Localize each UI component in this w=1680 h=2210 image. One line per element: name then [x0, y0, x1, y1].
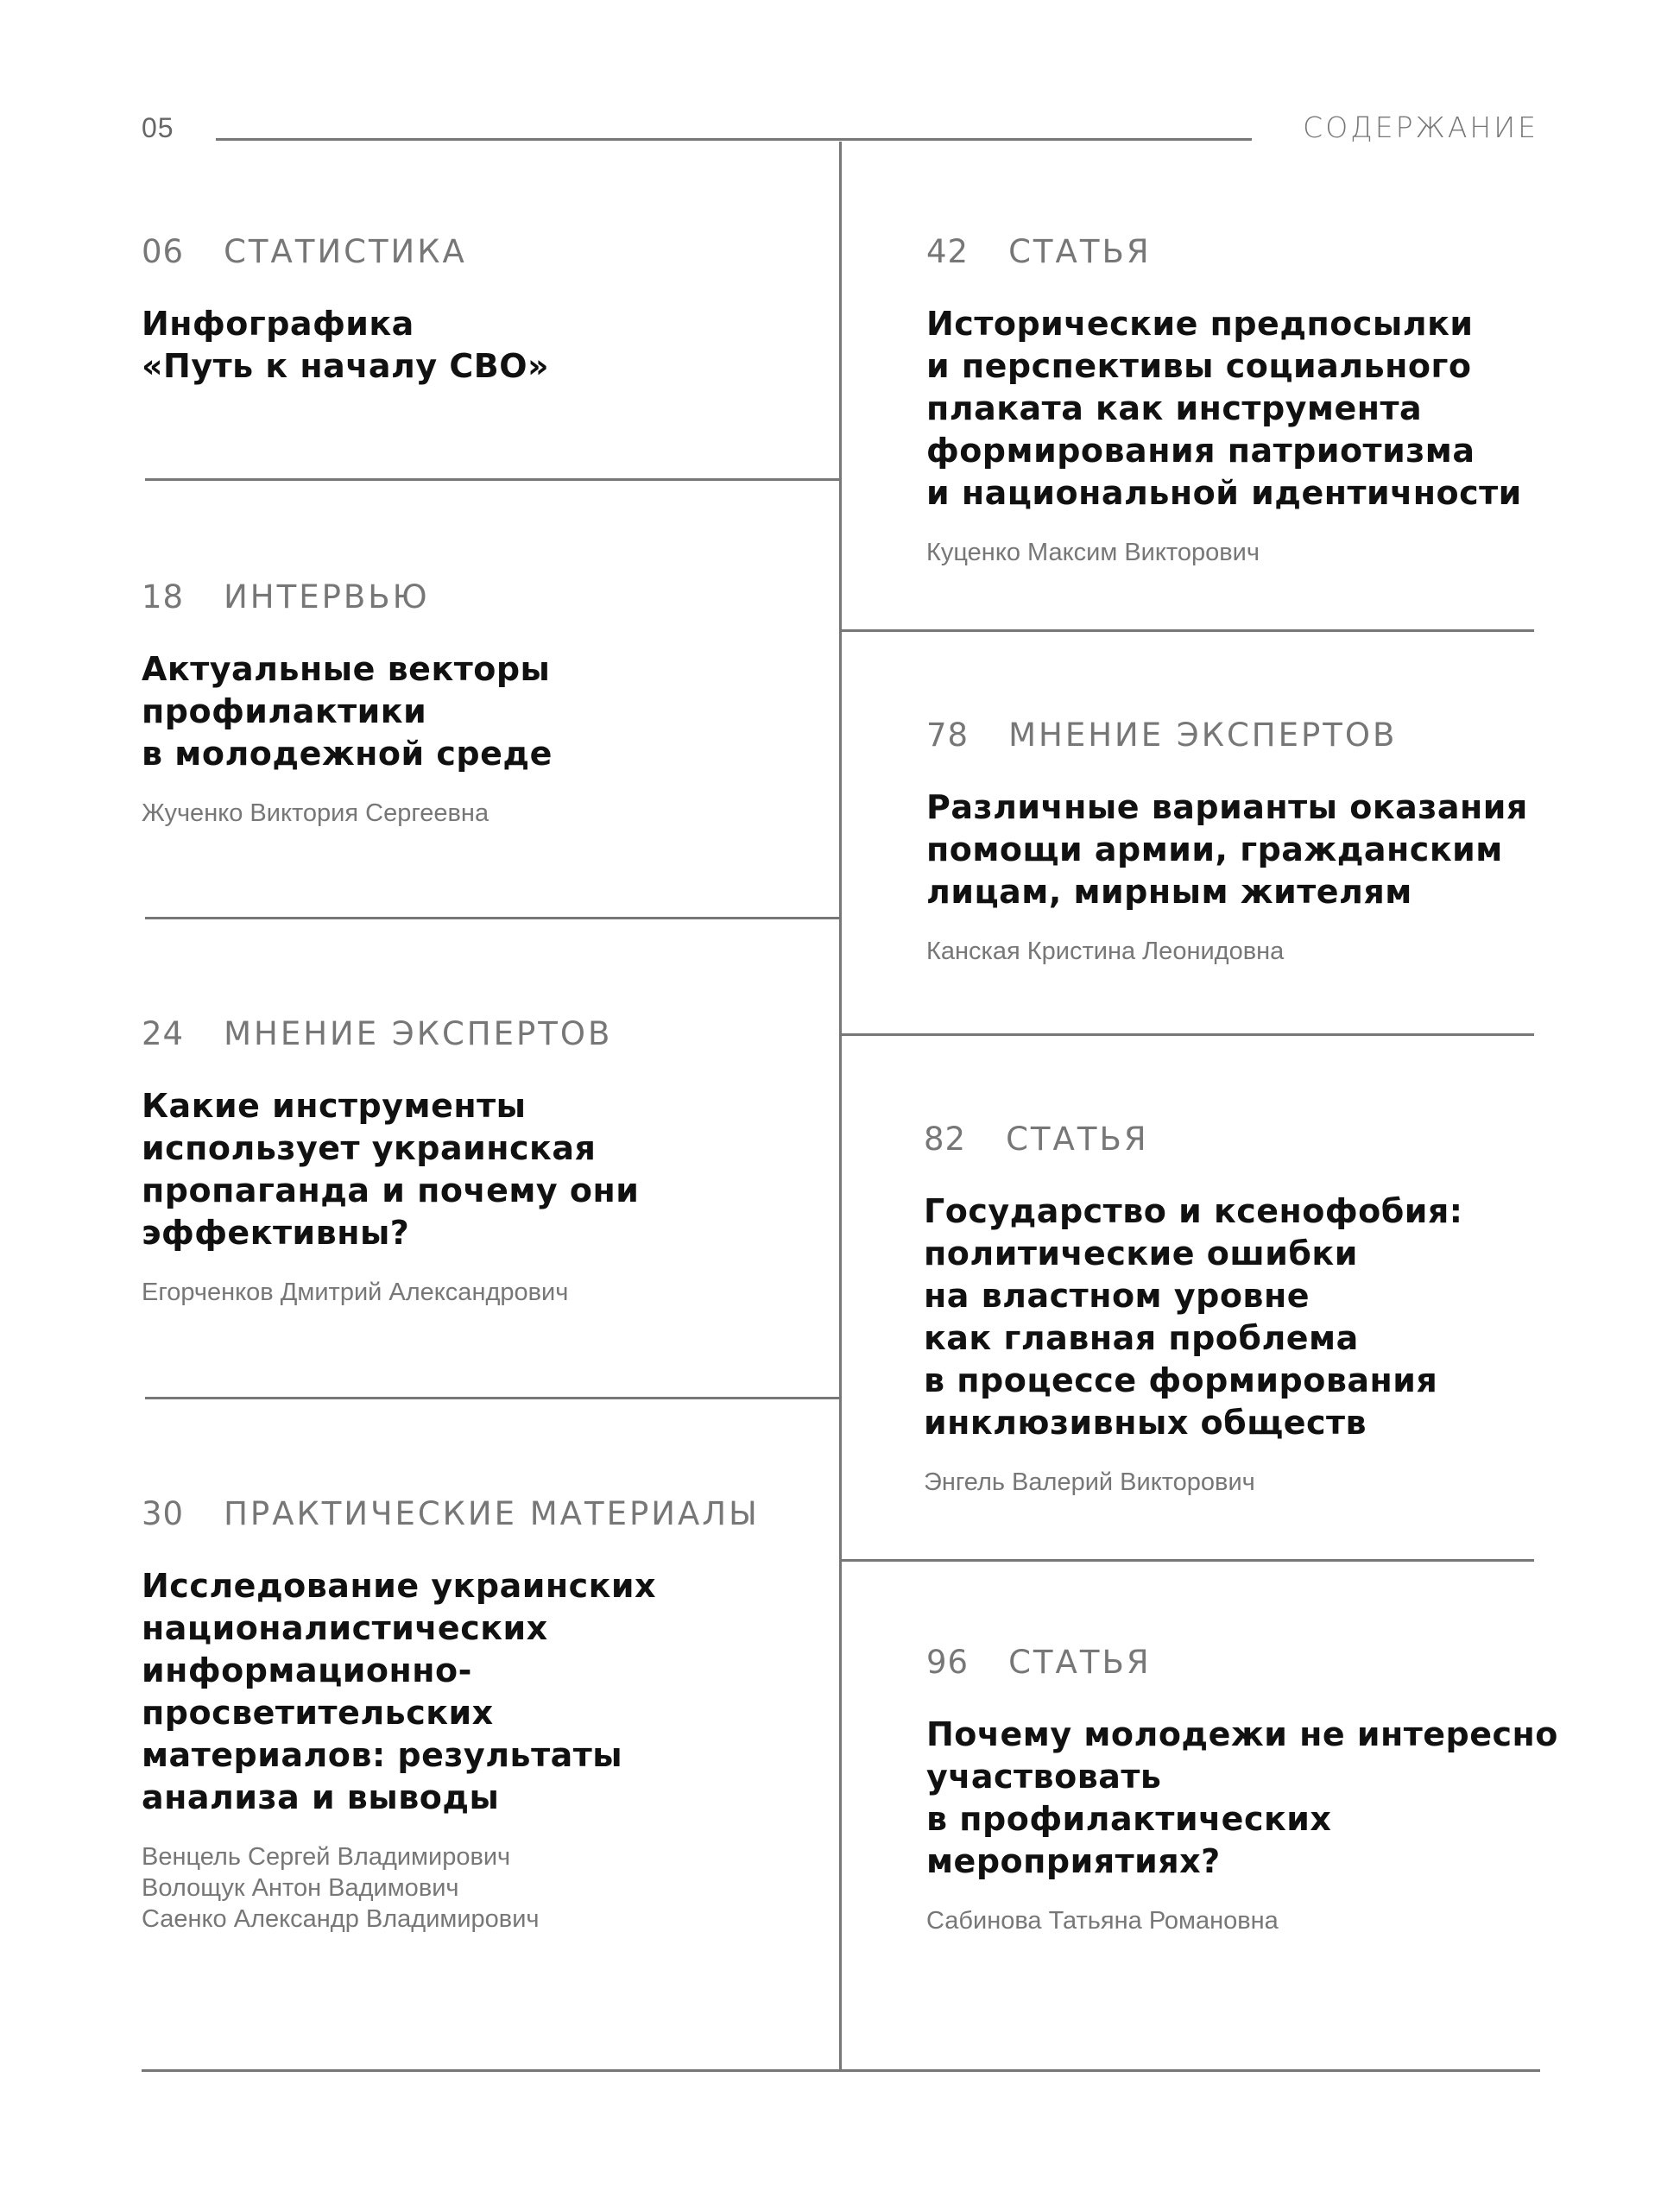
entry-title[interactable] [142, 648, 553, 775]
entry-authors [142, 1841, 760, 1935]
entry-title[interactable] [926, 786, 1528, 913]
column-divider [839, 142, 842, 2072]
entry-category: СТАТЬЯ [1006, 1121, 1149, 1158]
title-line: Государство и ксенофобия: [924, 1192, 1463, 1230]
entry-header [142, 233, 549, 270]
entry-header [924, 1121, 1462, 1158]
title-line: как главная проблема [924, 1319, 1359, 1357]
toc-entry[interactable] [142, 233, 549, 388]
entry-header [142, 1015, 639, 1052]
entry-page-number: 96 [926, 1644, 969, 1681]
entry-header [926, 233, 1522, 270]
left-separator-1 [145, 478, 839, 481]
title-line: участвовать [926, 1758, 1162, 1796]
entry-authors [926, 936, 1528, 967]
entry-title[interactable] [142, 303, 549, 388]
title-line: формирования патриотизма [926, 432, 1475, 470]
entry-authors [142, 798, 553, 829]
header-rule [216, 138, 1252, 141]
toc-entry[interactable] [924, 1121, 1462, 1498]
title-line: в молодежной среде [142, 735, 553, 773]
entry-authors [142, 1277, 639, 1308]
author-name: Энгель Валерий Викторович [924, 1468, 1255, 1496]
title-line: плаката как инструмента [926, 389, 1423, 427]
toc-entry[interactable] [926, 233, 1522, 568]
entry-title[interactable] [926, 303, 1522, 515]
entry-category: СТАТЬЯ [1008, 233, 1152, 270]
entry-category: СТАТИСТИКА [224, 233, 467, 270]
entry-title[interactable] [926, 1714, 1558, 1883]
title-line: «Путь к началу СВО» [142, 347, 550, 385]
title-line: инклюзивных обществ [924, 1404, 1367, 1442]
entry-title[interactable] [142, 1085, 639, 1254]
author-name: Волощук Антон Вадимович [142, 1874, 459, 1902]
author-name: Куценко Максим Викторович [926, 539, 1260, 566]
entry-page-number: 06 [142, 233, 185, 270]
author-name: Канская Кристина Леонидовна [926, 938, 1285, 965]
title-line: пропаганда и почему они [142, 1171, 640, 1209]
title-line: в профилактических [926, 1800, 1332, 1838]
title-line: и национальной идентичности [926, 474, 1522, 512]
entry-header [142, 1495, 760, 1532]
title-line: Различные варианты оказания [926, 788, 1528, 826]
entry-page-number: 18 [142, 578, 185, 616]
title-line: в процессе формирования [924, 1361, 1438, 1399]
toc-entry[interactable] [926, 717, 1528, 967]
entry-header [926, 1644, 1558, 1681]
entry-authors [924, 1467, 1462, 1498]
entry-category: МНЕНИЕ ЭКСПЕРТОВ [224, 1015, 613, 1052]
title-line: использует украинская [142, 1129, 597, 1167]
entry-page-number: 78 [926, 717, 969, 754]
right-separator-3 [842, 1559, 1534, 1562]
title-line: помощи армии, гражданским [926, 830, 1503, 868]
title-line: анализа и выводы [142, 1778, 500, 1816]
entry-page-number: 82 [924, 1121, 967, 1158]
entry-authors [926, 537, 1522, 568]
title-line: лицам, мирным жителям [926, 873, 1412, 911]
toc-entry[interactable] [142, 1495, 760, 1935]
entry-page-number: 24 [142, 1015, 185, 1052]
entry-page-number: 42 [926, 233, 969, 270]
author-name: Сабинова Татьяна Романовна [926, 1907, 1279, 1935]
title-line: Исторические предпосылки [926, 305, 1474, 343]
left-separator-2 [145, 917, 839, 919]
title-line: политические ошибки [924, 1234, 1358, 1272]
toc-entry[interactable] [926, 1644, 1558, 1936]
section-title: СОДЕРЖАНИЕ [1303, 110, 1538, 144]
title-line: Почему молодежи не интересно [926, 1715, 1558, 1753]
entry-category: ИНТЕРВЬЮ [224, 578, 430, 616]
title-line: Актуальные векторы [142, 650, 551, 688]
title-line: националистических [142, 1609, 548, 1647]
entry-authors [926, 1905, 1558, 1936]
left-separator-3 [145, 1397, 839, 1399]
title-line: Инфографика [142, 305, 414, 343]
entry-category: МНЕНИЕ ЭКСПЕРТОВ [1008, 717, 1398, 754]
title-line: и перспективы социального [926, 347, 1472, 385]
entry-header [926, 717, 1528, 754]
title-line: мероприятиях? [926, 1842, 1221, 1880]
title-line: Какие инструменты [142, 1087, 527, 1125]
title-line: эффективны? [142, 1214, 410, 1252]
title-line: информационно- [142, 1651, 472, 1689]
entry-title[interactable] [142, 1565, 760, 1819]
author-name: Егорченков Дмитрий Александрович [142, 1279, 569, 1306]
author-name: Венцель Сергей Владимирович [142, 1843, 511, 1871]
entry-category: СТАТЬЯ [1008, 1644, 1152, 1681]
title-line: профилактики [142, 692, 427, 730]
entry-header [142, 578, 553, 616]
entry-category: ПРАКТИЧЕСКИЕ МАТЕРИАЛЫ [224, 1495, 760, 1532]
title-line: просветительских [142, 1694, 494, 1732]
bottom-rule [142, 2069, 1540, 2072]
right-separator-1 [842, 629, 1534, 632]
toc-entry[interactable] [142, 578, 553, 829]
title-line: на властном уровне [924, 1277, 1311, 1315]
title-line: Исследование украинских [142, 1567, 657, 1605]
toc-entry[interactable] [142, 1015, 639, 1308]
author-name: Саенко Александр Владимирович [142, 1905, 540, 1933]
entry-page-number: 30 [142, 1495, 185, 1532]
right-separator-2 [842, 1033, 1534, 1036]
page-number: 05 [142, 112, 174, 143]
author-name: Жученко Виктория Сергеевна [142, 799, 489, 827]
title-line: материалов: результаты [142, 1736, 623, 1774]
entry-title[interactable] [924, 1190, 1462, 1444]
